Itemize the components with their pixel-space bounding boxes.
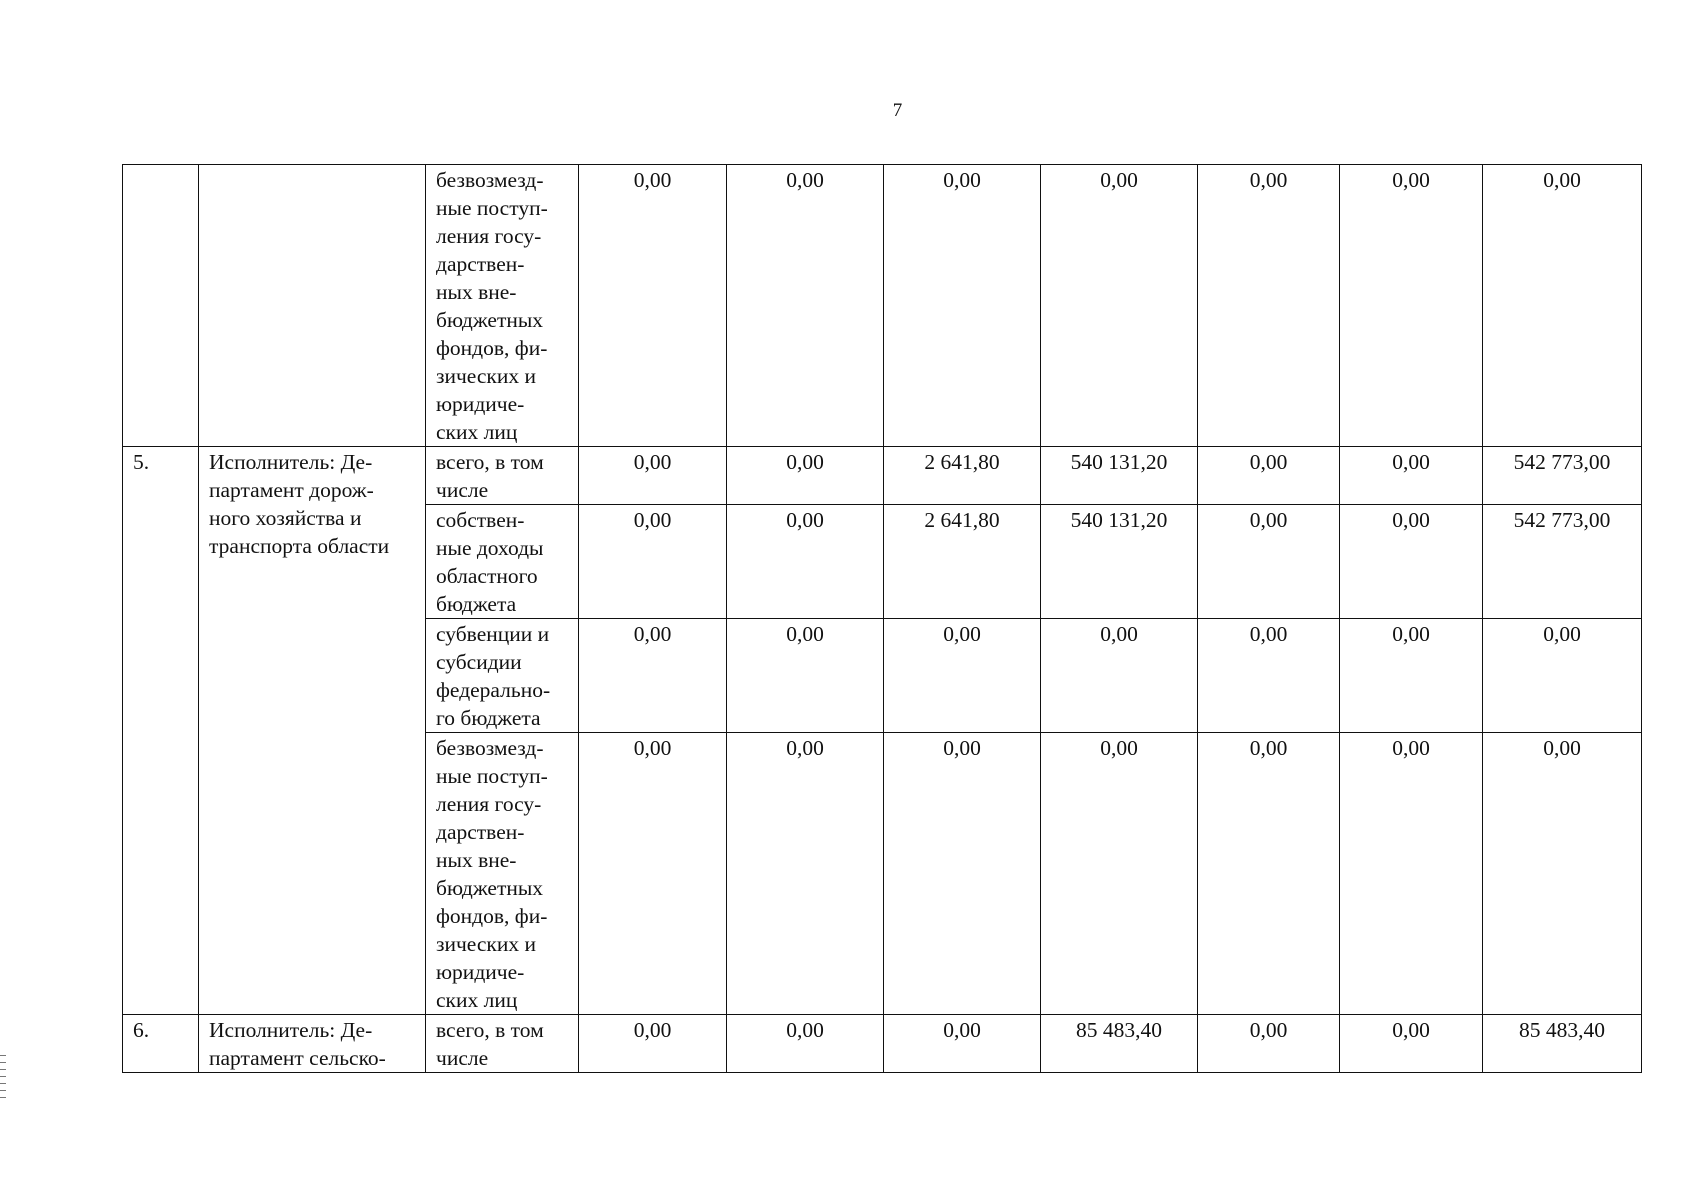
amount-cell: 0,00 [727,619,884,733]
funding-source-cell [426,447,579,505]
funding-source-line: всего, в том [436,1018,544,1042]
amount-cell: 0,00 [579,619,727,733]
amount-cell: 0,00 [1483,165,1642,447]
amount-cell: 0,00 [579,505,727,619]
executor-text-line: Исполнитель: Де- [209,450,373,474]
amount-cell: 540 131,20 [1041,505,1198,619]
amount-cell: 0,00 [884,165,1041,447]
funding-source-cell [426,165,579,447]
amount-cell: 0,00 [1198,165,1340,447]
amount-cell: 0,00 [1340,447,1483,505]
funding-source-line: всего, в том [436,450,544,474]
amount-cell: 0,00 [579,733,727,1015]
funding-source-line: числе [436,478,489,502]
funding-source-cell [426,733,579,1015]
executor-text-line: партамент сельско- [209,1046,386,1070]
funding-source-line: ских лиц [436,988,518,1012]
amount-cell: 85 483,40 [1041,1015,1198,1073]
funding-source-cell [426,1015,579,1073]
amount-cell: 0,00 [1483,619,1642,733]
funding-source-line: зических и [436,932,537,956]
scan-mark [0,1055,6,1056]
executor-cell [199,165,426,447]
row-index-cell: 6. [123,1015,199,1073]
funding-source-line: фондов, фи- [436,904,548,928]
amount-cell: 0,00 [727,447,884,505]
amount-cell: 0,00 [884,733,1041,1015]
amount-cell: 0,00 [1198,505,1340,619]
amount-cell: 542 773,00 [1483,447,1642,505]
page-number: 7 [892,100,903,121]
scan-mark [0,1097,6,1098]
funding-source-line: ные доходы [436,536,544,560]
table-body [123,165,1642,1073]
funding-source-line: субсидии [436,650,522,674]
table-row [123,447,1642,505]
funding-source-line: ные поступ- [436,196,548,220]
amount-cell: 540 131,20 [1041,447,1198,505]
amount-cell: 0,00 [1041,165,1198,447]
amount-cell: 0,00 [1340,1015,1483,1073]
funding-source-line: безвозмезд- [436,168,544,192]
amount-cell: 0,00 [579,165,727,447]
scan-mark [0,1090,6,1091]
scan-mark [0,1076,6,1077]
funding-source-line: областного [436,564,538,588]
funding-source-line: федерально- [436,678,551,702]
funding-source-line: ления госу- [436,792,542,816]
executor-cell [199,1015,426,1073]
amount-cell: 0,00 [1340,505,1483,619]
amount-cell: 0,00 [727,165,884,447]
table-row [123,165,1642,447]
amount-cell: 0,00 [1198,447,1340,505]
amount-cell: 85 483,40 [1483,1015,1642,1073]
amount-cell: 0,00 [727,733,884,1015]
amount-cell: 0,00 [1198,733,1340,1015]
funding-source-line: го бюджета [436,706,541,730]
funding-source-line: дарствен- [436,252,525,276]
funding-source-line: бюджетных [436,308,544,332]
budget-table [122,164,1642,1073]
funding-source-line: ные поступ- [436,764,548,788]
amount-cell: 0,00 [1041,619,1198,733]
funding-source-cell [426,505,579,619]
scan-mark [0,1083,6,1084]
executor-cell [199,447,426,1015]
funding-source-line: ления госу- [436,224,542,248]
amount-cell: 0,00 [1483,733,1642,1015]
funding-source-line: субвенции и [436,622,550,646]
funding-source-line: юридиче- [436,960,525,984]
funding-source-line: бюджетных [436,876,544,900]
amount-cell: 0,00 [884,1015,1041,1073]
amount-cell: 0,00 [727,1015,884,1073]
amount-cell: 0,00 [579,447,727,505]
funding-source-line: бюджета [436,592,517,616]
scan-mark [0,1069,6,1070]
executor-text-line: транспорта области [209,534,390,558]
funding-source-line: ных вне- [436,848,517,872]
scan-mark [0,1062,6,1063]
amount-cell: 0,00 [1340,619,1483,733]
funding-source-line: фондов, фи- [436,336,548,360]
amount-cell: 0,00 [884,619,1041,733]
amount-cell: 0,00 [1041,733,1198,1015]
table-row [123,1015,1642,1073]
amount-cell: 0,00 [727,505,884,619]
funding-source-line: безвозмезд- [436,736,544,760]
executor-text-line: партамент дорож- [209,478,374,502]
amount-cell: 2 641,80 [884,447,1041,505]
funding-source-line: дарствен- [436,820,525,844]
row-index-cell: 5. [123,447,199,1015]
amount-cell: 0,00 [1198,1015,1340,1073]
amount-cell: 0,00 [579,1015,727,1073]
amount-cell: 0,00 [1198,619,1340,733]
row-index-cell [123,165,199,447]
amount-cell: 542 773,00 [1483,505,1642,619]
funding-source-line: юридиче- [436,392,525,416]
funding-source-line: зических и [436,364,537,388]
amount-cell: 0,00 [1340,165,1483,447]
funding-source-line: числе [436,1046,489,1070]
amount-cell: 2 641,80 [884,505,1041,619]
executor-text-line: ного хозяйства и [209,506,362,530]
executor-text-line: Исполнитель: Де- [209,1018,373,1042]
funding-source-cell [426,619,579,733]
amount-cell: 0,00 [1340,733,1483,1015]
funding-source-line: собствен- [436,508,525,532]
funding-source-line: ских лиц [436,420,518,444]
funding-source-line: ных вне- [436,280,517,304]
